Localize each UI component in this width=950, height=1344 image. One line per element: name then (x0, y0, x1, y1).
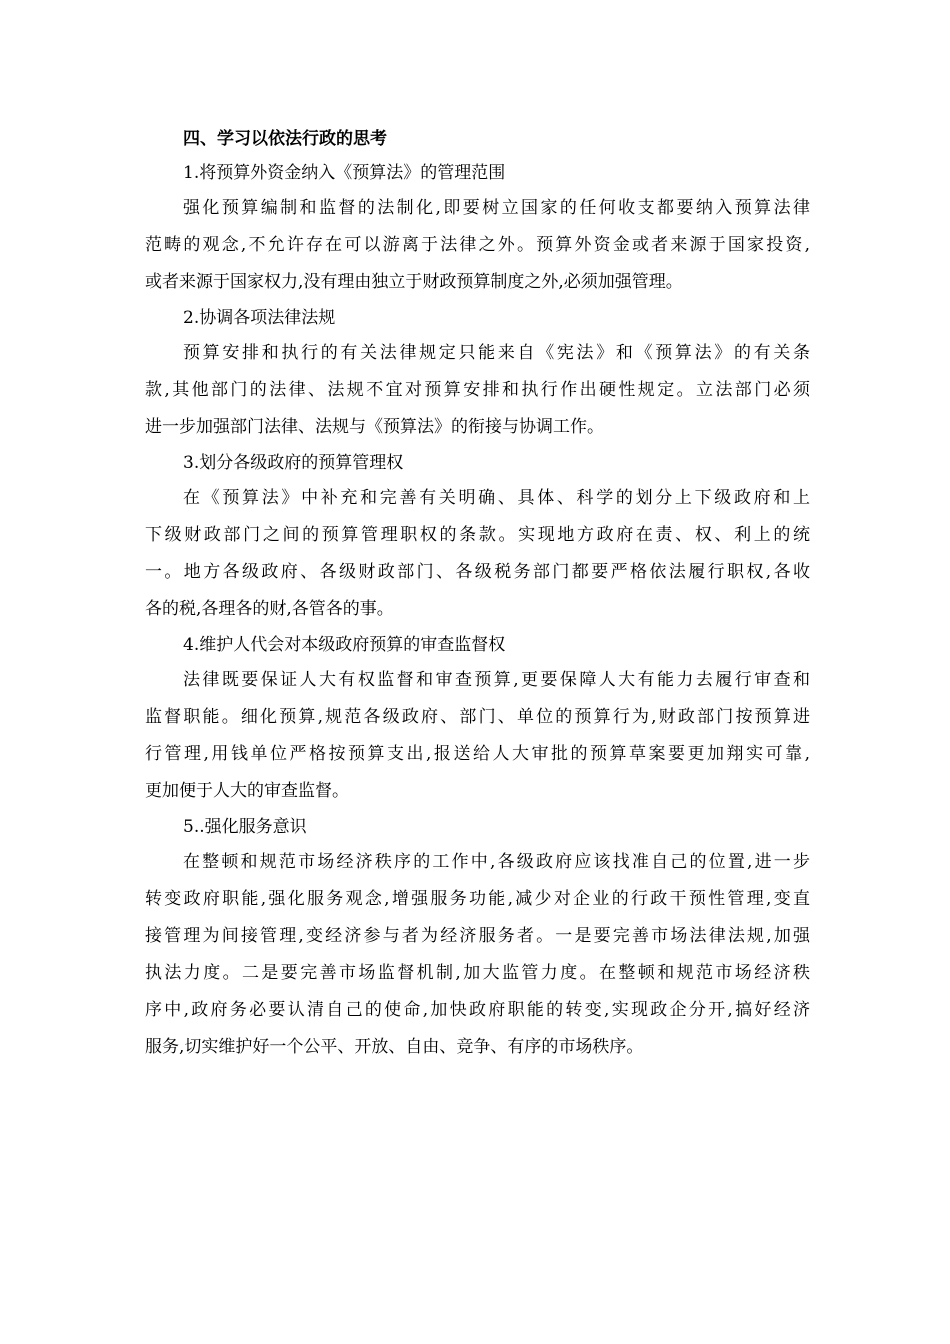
text-line: 范畴的观念,不允许存在可以游离于法律之外。预算外资金或者来源于国家投资, (145, 235, 810, 255)
text-line: 各的税,各理各的财,各管各的事。 (145, 599, 394, 619)
text-line: 一。地方各级政府、各级财政部门、各级税务部门都要严格依法履行职权,各收 (145, 562, 810, 582)
text-line: 在整顿和规范市场经济秩序的工作中,各级政府应该找准自己的位置,进一步 (183, 852, 810, 872)
text-line: 序中,政府务必要认清自己的使命,加快政府职能的转变,实现政企分开,搞好经济 (145, 1000, 810, 1020)
subsection-title: 2.协调各项法律法规 (183, 308, 336, 328)
subsection-title: 1.将预算外资金纳入《预算法》的管理范围 (183, 163, 506, 183)
text-line: 进一步加强部门法律、法规与《预算法》的衔接与协调工作。 (145, 417, 604, 437)
document-page (145, 122, 810, 1066)
paragraph (145, 190, 810, 301)
text-line: 或者来源于国家权力,没有理由独立于财政预算制度之外,必须加强管理。 (145, 272, 683, 292)
text-line: 执法力度。二是要完善市场监督机制,加大监管力度。在整顿和规范市场经济秩 (145, 963, 810, 983)
text-line: 款,其他部门的法律、法规不宜对预算安排和执行作出硬性规定。立法部门必须 (145, 380, 810, 400)
section-heading: 四、学习以依法行政的思考 (183, 129, 387, 149)
text-line: 下级财政部门之间的预算管理职权的条款。实现地方政府在责、权、利上的统 (145, 525, 810, 545)
section-5 (145, 810, 810, 1066)
section-1 (145, 156, 810, 301)
text-line: 预算安排和执行的有关法律规定只能来自《宪法》和《预算法》的有关条 (183, 343, 810, 363)
text-line: 法律既要保证人大有权监督和审查预算,更要保障人大有能力去履行审查和 (183, 670, 810, 690)
text-line: 行管理,用钱单位严格按预算支出,报送给人大审批的预算草案要更加翔实可靠, (145, 744, 810, 764)
text-line: 监督职能。细化预算,规范各级政府、部门、单位的预算行为,财政部门按预算进 (145, 707, 810, 727)
text-line: 更加便于人大的审查监督。 (145, 781, 349, 801)
text-line: 服务,切实维护好一个公平、开放、自由、竞争、有序的市场秩序。 (145, 1037, 644, 1057)
paragraph (145, 480, 810, 628)
text-line: 接管理为间接管理,变经济参与者为经济服务者。一是要完善市场法律法规,加强 (145, 926, 810, 946)
text-line: 强化预算编制和监督的法制化,即要树立国家的任何收支都要纳入预算法律 (183, 198, 810, 218)
section-3 (145, 446, 810, 628)
subsection-title: 5..强化服务意识 (183, 817, 307, 837)
paragraph (145, 335, 810, 446)
text-line: 在《预算法》中补充和完善有关明确、具体、科学的划分上下级政府和上 (183, 488, 810, 508)
text-line: 转变政府职能,强化服务观念,增强服务功能,减少对企业的行政干预性管理,变直 (145, 889, 810, 909)
subsection-title: 3.划分各级政府的预算管理权 (183, 453, 404, 473)
subsection-title: 4.维护人代会对本级政府预算的审查监督权 (183, 635, 506, 655)
section-2 (145, 301, 810, 446)
paragraph (145, 844, 810, 1066)
paragraph (145, 662, 810, 810)
section-4 (145, 628, 810, 810)
